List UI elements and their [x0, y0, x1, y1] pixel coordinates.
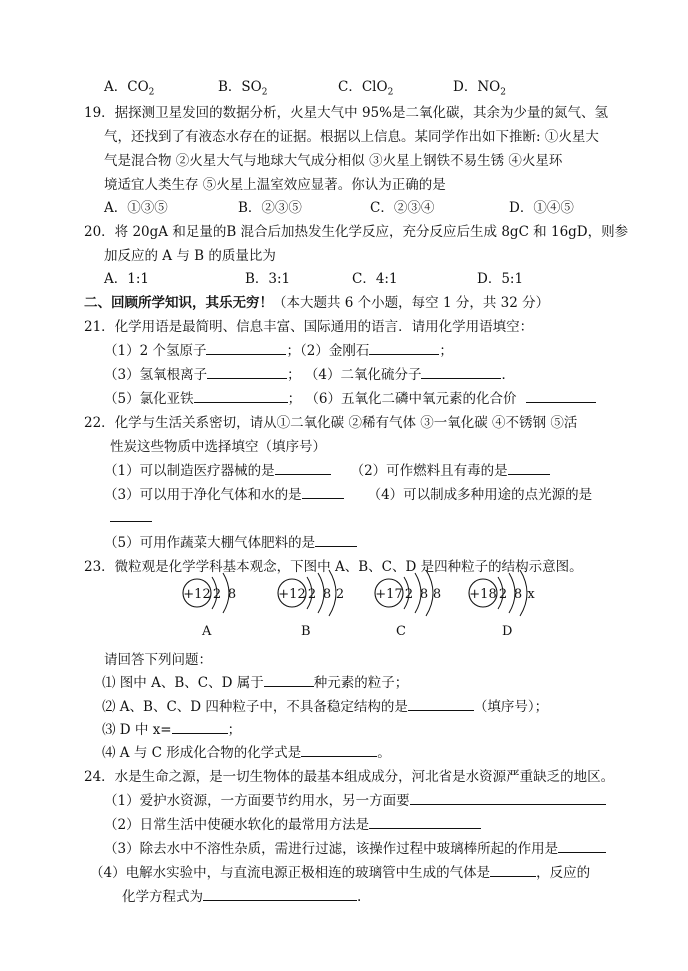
- q23-stem: 23．微粒观是化学学科基本观念，下图中 A、B、C、D 是四种粒子的结构示意图。: [84, 559, 583, 575]
- answer-blank[interactable]: [408, 698, 474, 711]
- q19-option-c: C．②③④: [370, 200, 435, 216]
- q21-stem: 21．化学用语是最简明、信息丰富、国际通用的语言．请用化学用语填空：: [84, 319, 534, 335]
- answer-blank[interactable]: [172, 721, 228, 734]
- atom-diagram-d: [469, 570, 535, 616]
- answer-blank[interactable]: [490, 864, 536, 877]
- nucleus-charge-b: +12: [278, 587, 306, 602]
- q20-option-c: C．4:1: [352, 271, 398, 287]
- q24-sub-2: （2）日常生活中使硬水软化的最常用方法是: [104, 816, 481, 834]
- electron-shell-3-b: 2: [335, 587, 345, 602]
- electron-shell-2-d: 8: [513, 587, 523, 602]
- q19-line-4: 境适宜人类生存 ⑤火星上温室效应显著。你认为正确的是: [104, 177, 446, 193]
- q20-line-2: 加反应的 A 与 B 的质量比为: [104, 248, 276, 264]
- q19-line-1: 19．据探测卫星发回的数据分析，火星大气中 95%是二氧化碳，其余为少量的氮气、氢: [84, 105, 608, 121]
- answer-blank[interactable]: [206, 342, 286, 355]
- q20-option-b: B．3:1: [245, 271, 291, 287]
- answer-blank[interactable]: [264, 674, 314, 687]
- electron-shell-1-c: 2: [404, 587, 414, 602]
- q24-sub-4-equation: 化学方程式为 .: [122, 889, 362, 905]
- answer-blank[interactable]: [558, 840, 606, 853]
- answer-blank[interactable]: [421, 366, 501, 379]
- atom-structure-diagrams: [170, 568, 590, 624]
- answer-blank[interactable]: [410, 792, 606, 805]
- q22-line-2: 性炭这些物质中选择填空（填序号）: [110, 439, 326, 455]
- q23-prompt: 请回答下列问题：: [104, 652, 212, 668]
- q24-sub-3: （3）除去水中不溶性杂质，需进行过滤，该操作过程中玻璃棒所起的作用是: [104, 840, 606, 858]
- electron-shell-3-d: x: [527, 587, 535, 602]
- answer-blank[interactable]: [110, 509, 152, 522]
- electron-shell-1-d: 2: [498, 587, 508, 602]
- q19-option-a: A．①③⑤: [104, 200, 168, 216]
- answer-blank[interactable]: [275, 462, 331, 475]
- answer-blank[interactable]: [369, 816, 481, 829]
- answer-blank[interactable]: [207, 366, 287, 379]
- q19-line-3: 气是混合物 ②火星大气与地球大气成分相似 ③火星上钢铁不易生锈 ④火星环: [104, 153, 563, 169]
- answer-blank[interactable]: [508, 462, 550, 475]
- electron-shell-3-c: 8: [432, 587, 442, 602]
- electron-shell-2-a: 8: [227, 587, 237, 602]
- answer-blank[interactable]: [203, 888, 357, 901]
- atom-label-b: B: [301, 624, 311, 639]
- q23-part-3: ⑶ D 中 x= ；: [102, 722, 242, 738]
- q18-option-a: A．$CO_2$: [104, 79, 155, 98]
- q21-row-2: （3）氢氧根离子 ； （4）二氧化硫分子 ．: [104, 367, 515, 383]
- q18-option-b: B．$SO_2$: [218, 79, 268, 98]
- atom-label-a: A: [202, 624, 212, 639]
- q19-option-d: D．①④⑤: [509, 200, 574, 216]
- q18-option-c: C．ClO$_2$: [338, 79, 394, 98]
- q24-stem: 24．水是生命之源，是一切生物体的最基本组成成分，河北省是水资源严重缺乏的地区。: [84, 769, 615, 785]
- q21-row-1: （1）2 个氢原子 ；（2）金刚石 ；: [104, 343, 453, 359]
- answer-blank[interactable]: [194, 390, 288, 403]
- answer-blank[interactable]: [369, 342, 439, 355]
- electron-shell-2-b: 8: [322, 587, 332, 602]
- q23-part-1: ⑴ 图中 A、B、C、D 属于 种元素的粒子；: [102, 675, 409, 691]
- q22-sub-3-4: （3）可以用于净化气体和水的是 （4）可以制成多种用途的点光源的是: [104, 487, 593, 503]
- q20-option-d: D．5:1: [477, 271, 524, 287]
- answer-blank[interactable]: [301, 744, 377, 757]
- q22-line-1: 22．化学与生活关系密切，请从①二氧化碳 ②稀有气体 ③一氧化碳 ④不锈钢 ⑤活: [84, 415, 578, 431]
- nucleus-charge-d: +18: [469, 587, 497, 602]
- section-2-heading: 二、回顾所学知识，其乐无穷！（本大题共 6 个小题，每空 1 分，共 32 分）: [84, 295, 550, 311]
- atom-diagram-a: [183, 573, 236, 613]
- q18-option-d: D．$NO_2$: [453, 79, 506, 98]
- q24-sub-4: （4）电解水实验中，与直流电源正极相连的玻璃管中生成的气体是 ，反应的: [90, 865, 591, 881]
- answer-blank[interactable]: [526, 390, 596, 403]
- nucleus-charge-a: +12: [183, 587, 211, 602]
- atom-diagram-c: [375, 570, 441, 616]
- q23-part-2: ⑵ A、B、C、D 四种粒子中，不具备稳定结构的是 （填序号）；: [102, 699, 549, 715]
- q19-option-b: B．②③⑤: [238, 200, 302, 216]
- q21-row-3: （5）氯化亚铁 ； （6）五氧化二磷中氧元素的化合价: [104, 390, 596, 408]
- electron-shell-2-c: 8: [419, 587, 429, 602]
- electron-shell-1-b: 2: [307, 587, 317, 602]
- q22-sub-4-blank: [110, 509, 152, 527]
- nucleus-charge-c: +17: [375, 587, 403, 602]
- atom-diagram-b: [278, 570, 344, 616]
- q24-sub-1: （1）爱护水资源，一方面要节约用水，另一方面要: [104, 792, 606, 810]
- q22-sub-5: （5）可用作蔬菜大棚气体肥料的是: [104, 534, 357, 552]
- q20-line-1: 20．将 20gA 和足量的B 混合后加热发生化学反应，充分反应后生成 8gC 和 16gD，则参: [84, 224, 629, 240]
- q22-sub-1-2: （1）可以制造医疗器械的是 （2）可作燃料且有毒的是: [104, 462, 550, 480]
- q23-part-4: ⑷ A 与 C 形成化合物的化学式是 。: [102, 745, 391, 761]
- electron-shell-1-a: 2: [212, 587, 222, 602]
- q19-line-2: 气，还找到了有液态水存在的证据。根据以上信息。某同学作出如下推断: ①火星大: [104, 129, 599, 145]
- answer-blank[interactable]: [315, 534, 357, 547]
- atom-label-d: D: [502, 624, 513, 639]
- answer-blank[interactable]: [302, 486, 344, 499]
- atom-label-c: C: [396, 624, 406, 639]
- q20-option-a: A．1:1: [104, 271, 149, 287]
